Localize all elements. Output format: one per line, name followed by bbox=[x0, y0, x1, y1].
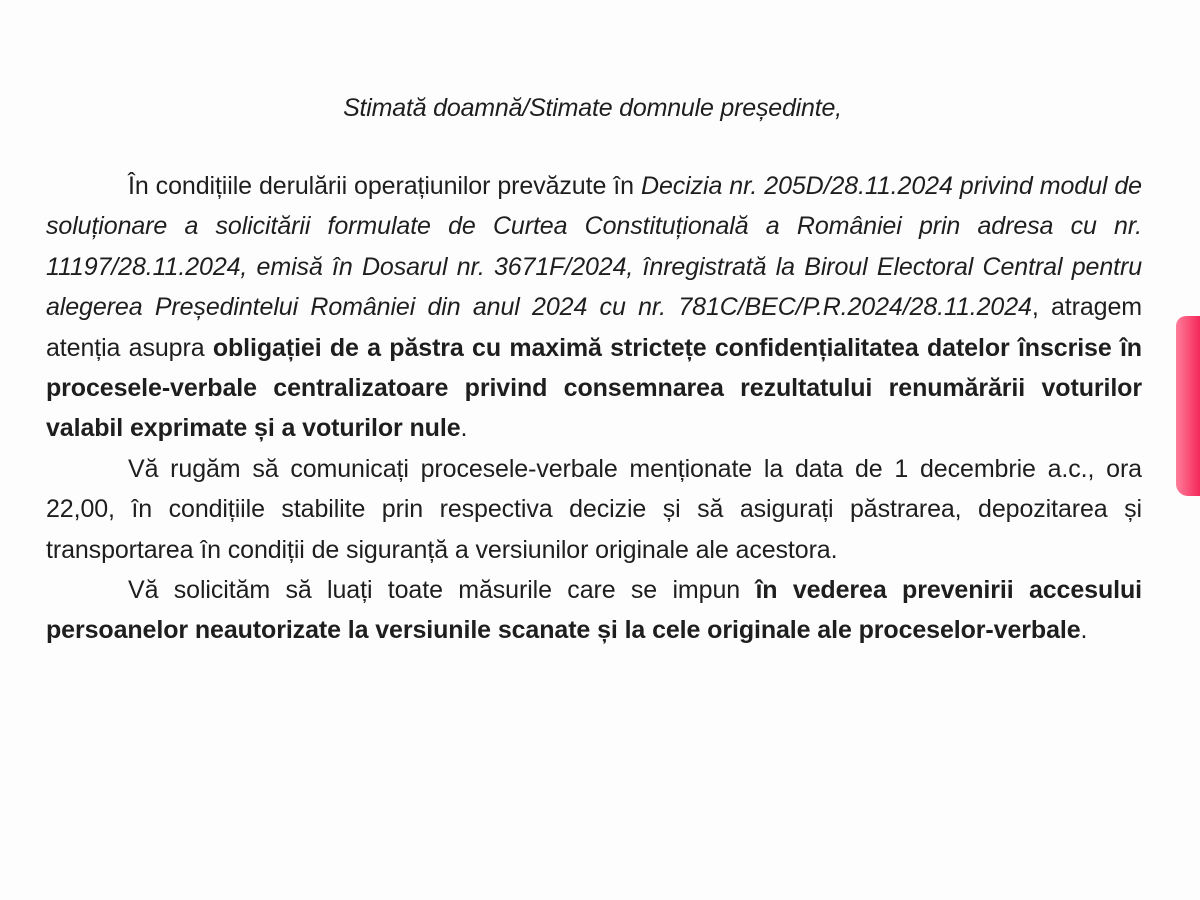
paragraph-1-middle: , atragem atenția asupra bbox=[46, 293, 1142, 362]
access-prevention: în vederea prevenirii accesului persoanelor neautorizate la versiunile scanate și la cele originale ale proceselor-verbale bbox=[46, 576, 1142, 645]
confidentiality-obligation: obligației de a păstra cu maximă strictețe confidențialitatea datelor înscrise în procesele-verbale centralizatoare privind consemnarea rezultatului renumărării voturilor valabil exprimate și a voturilor nule bbox=[46, 333, 1142, 443]
paragraph-1-end: . bbox=[460, 414, 468, 443]
paragraph-3-intro: Vă solicităm să luați toate măsurile care se impun bbox=[128, 576, 756, 605]
highlighter-mark bbox=[1176, 316, 1200, 496]
paragraph-confidentiality bbox=[46, 166, 1142, 449]
salutation: Stimată doamnă/Stimate domnule președinte, bbox=[343, 94, 842, 122]
paragraph-1-intro: În condițiile derulării operațiunilor prevăzute în bbox=[128, 172, 641, 200]
decision-reference: Decizia nr. 205D/28.11.2024 privind modul de soluționare a solicitării formulate de Curtea Constituțională a României prin adresa cu nr. 11197/28.11.2024, emisă în Dosarul nr. 3671F/2024, înregistrată la Biroul Electoral Central pentru alegerea Președintelui României din anul 2024 cu nr. 781C/BEC/P.R.2024/28.11.2024 bbox=[46, 172, 1142, 322]
letter-body bbox=[46, 166, 1142, 651]
paragraph-3-end: . bbox=[1080, 616, 1088, 645]
paragraph-measures bbox=[46, 570, 1142, 651]
paragraph-communication: Vă rugăm să comunicați procesele-verbale menționate la data de 1 decembrie a.c., ora 22,00, în condițiile stabilite prin respectiva decizie și să asigurați păstrarea, depozitarea și transportarea în condiții de siguranță a versiunilor originale ale acestora. bbox=[46, 454, 1142, 564]
